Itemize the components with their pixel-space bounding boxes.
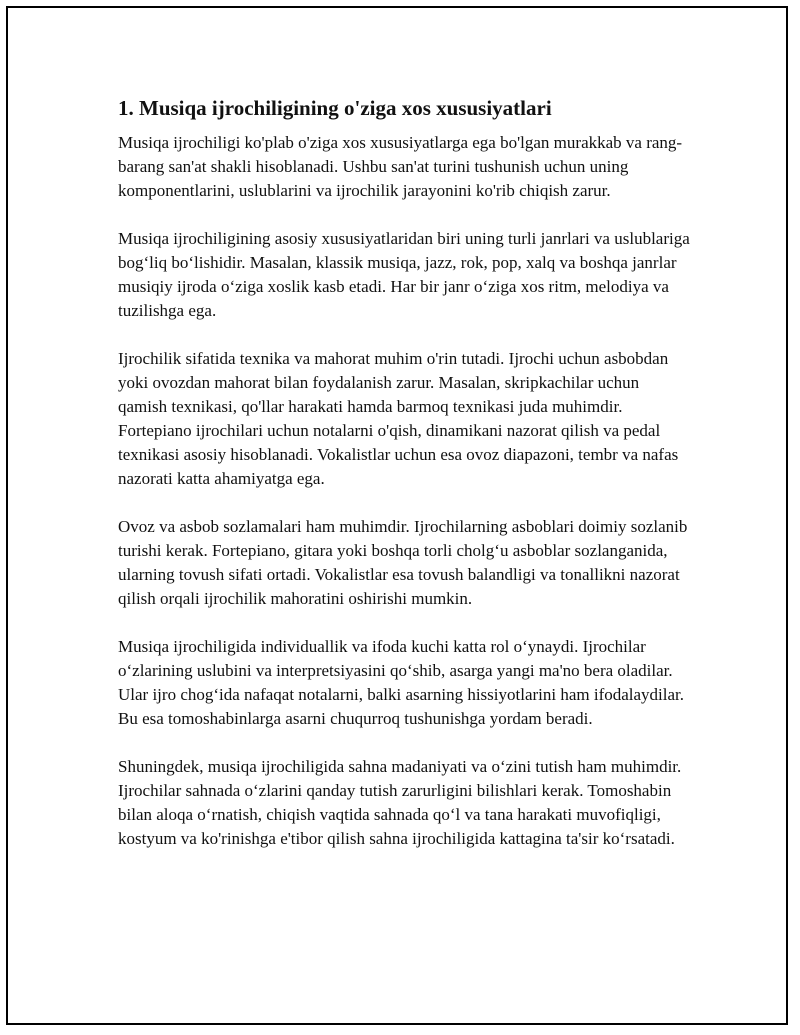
document-title: 1. Musiqa ijrochiligining o'ziga xos xususiyatlari [118,96,552,120]
paragraph-4: Ovoz va asbob sozlamalari ham muhimdir. Ijrochilarning asboblari doimiy sozlanib turishi kerak. Fortepiano, gitara yoki boshqa torli cholg‘u asboblar sozlanganida, ularning tovush sifati ortadi. Vokalistlar esa tovush balandligi va tonallikni nazorat qilish orqali ijrochilik mahoratini oshirishi mumkin. [118,517,688,608]
paragraph-5: Musiqa ijrochiligida individuallik va ifoda kuchi katta rol o‘ynaydi. Ijrochilar o‘zlarining uslubini va interpretsiyasini qo‘shib, asarga yangi ma'no bera oladilar. Ular ijro chog‘ida nafaqat notalarni, balki asarning hissiyotlarini ham ifodalaydilar. Bu esa tomoshabinlarga asarni chuqurroq tushunishga yordam beradi. [118,637,685,728]
paragraph-1: Musiqa ijrochiligi ko'plab o'ziga xos xususiyatlarga ega bo'lgan murakkab va rang-barang san'at shakli hisoblanadi. Ushbu san'at turini tushunish uchun uning komponentlarini, uslublarini va ijrochilik jarayonini ko'rib chiqish zarur. [118,133,683,200]
paragraph-6: Shuningdek, musiqa ijrochiligida sahna madaniyati va o‘zini tutish ham muhimdir. Ijrochilar sahnada o‘zlarini qanday tutish zarurligini bilishlari kerak. Tomoshabin bilan aloqa o‘rnatish, chiqish vaqtida sahnada qo‘l va tana harakati muvofiqligi, kostyum va ko'rinishga e'tibor qilish sahna ijrochiligida kattagina ta'sir ko‘rsatadi. [118,757,682,848]
paragraph-2: Musiqa ijrochiligining asosiy xususiyatlaridan biri uning turli janrlari va uslublariga bog‘liq bo‘lishidir. Masalan, klassik musiqa, jazz, rok, pop, xalq va boshqa janrlar musiqiy ijroda o‘ziga xoslik kasb etadi. Har bir janr o‘ziga xos ritm, melodiya va tuzilishga ega. [118,229,690,320]
document-body [118,94,690,875]
paragraph-3: Ijrochilik sifatida texnika va mahorat muhim o'rin tutadi. Ijrochi uchun asbobdan yoki ovozdan mahorat bilan foydalanish zarur. Masalan, skripkachilar uchun qamish texnikasi, qo'llar harakati hamda barmoq texnikasi juda muhimdir. Fortepiano ijrochilari uchun notalarni o'qish, dinamikani nazorat qilish va pedal texnikasi asosiy hisoblanadi. Vokalistlar uchun esa ovoz diapazoni, tembr va nafas nazorati katta ahamiyatga ega. [118,349,679,488]
